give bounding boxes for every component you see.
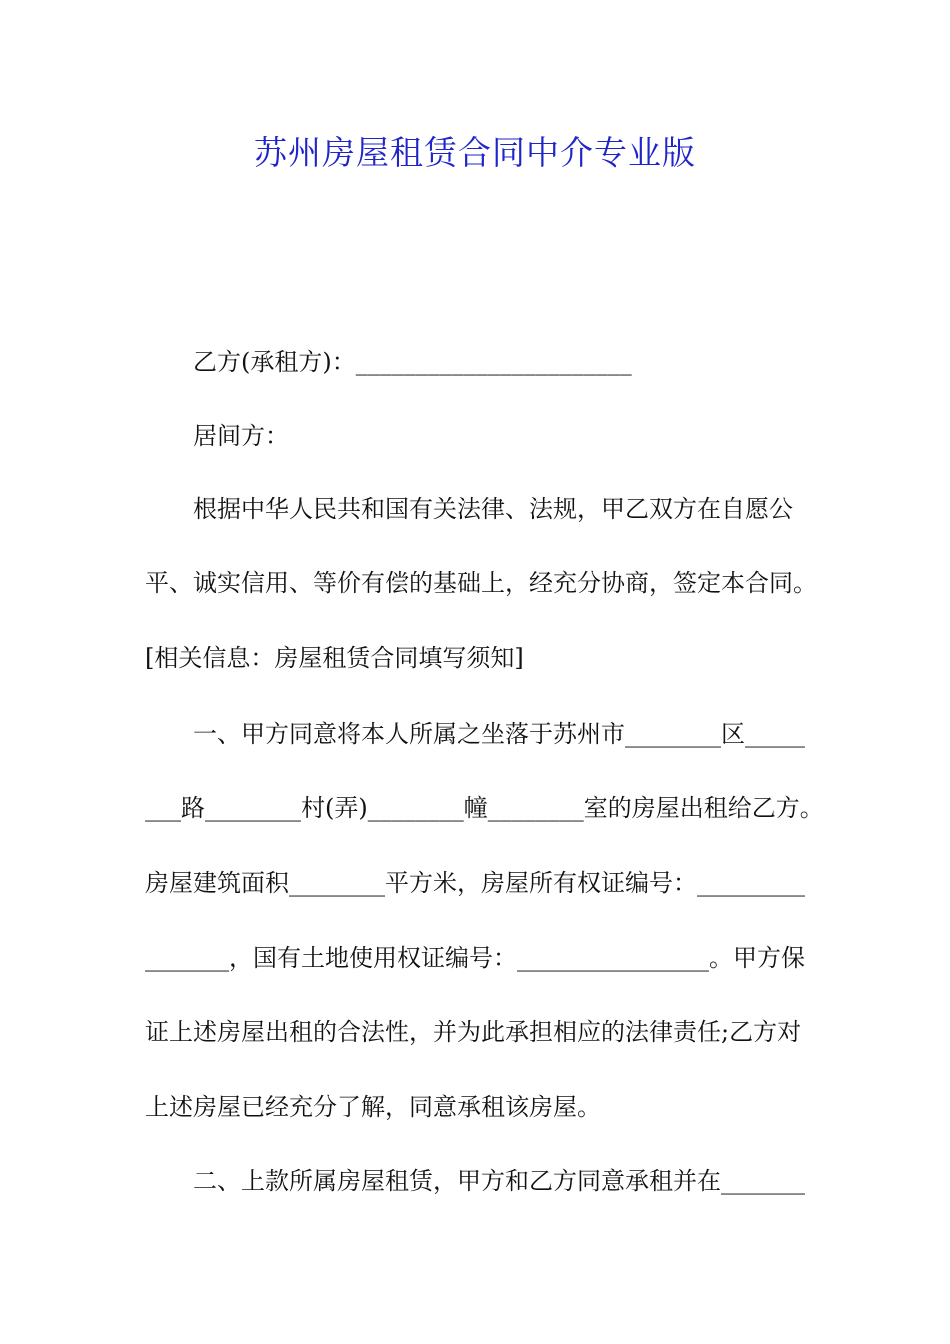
clause-1-line-6: 上述房屋已经充分了解，同意承租该房屋。 (145, 1093, 601, 1121)
preamble-line-2: 平、诚实信用、等价有偿的基础上，经充分协商，签定本合同。 (145, 569, 817, 597)
clause-1-line-2: ___路________村(弄)________幢________室的房屋出租给乙方。 (145, 794, 824, 822)
lessee-line: 乙方(承租方)：_______________________ (193, 348, 632, 376)
preamble-line-1: 根据中华人民共和国有关法律、法规，甲乙双方在自愿公 (193, 495, 793, 523)
clause-1-line-1: 一、甲方同意将本人所属之坐落于苏州市________区_____ (193, 720, 805, 748)
clause-1-line-4: _______，国有土地使用权证编号：________________。甲方保 (145, 944, 805, 972)
clause-2-line-1: 二、上款所属房屋租赁，甲方和乙方同意承租并在_______ (193, 1167, 805, 1195)
intermediary-line: 居间方： (193, 422, 289, 450)
clause-1-line-5: 证上述房屋出租的合法性，并为此承担相应的法律责任;乙方对 (145, 1018, 802, 1046)
clause-1-line-3: 房屋建筑面积________平方米，房屋所有权证编号：_________ (145, 869, 805, 897)
document-title: 苏州房屋租赁合同中介专业版 (254, 133, 696, 172)
related-info-line: [相关信息：房屋租赁合同填写须知] (145, 644, 524, 672)
